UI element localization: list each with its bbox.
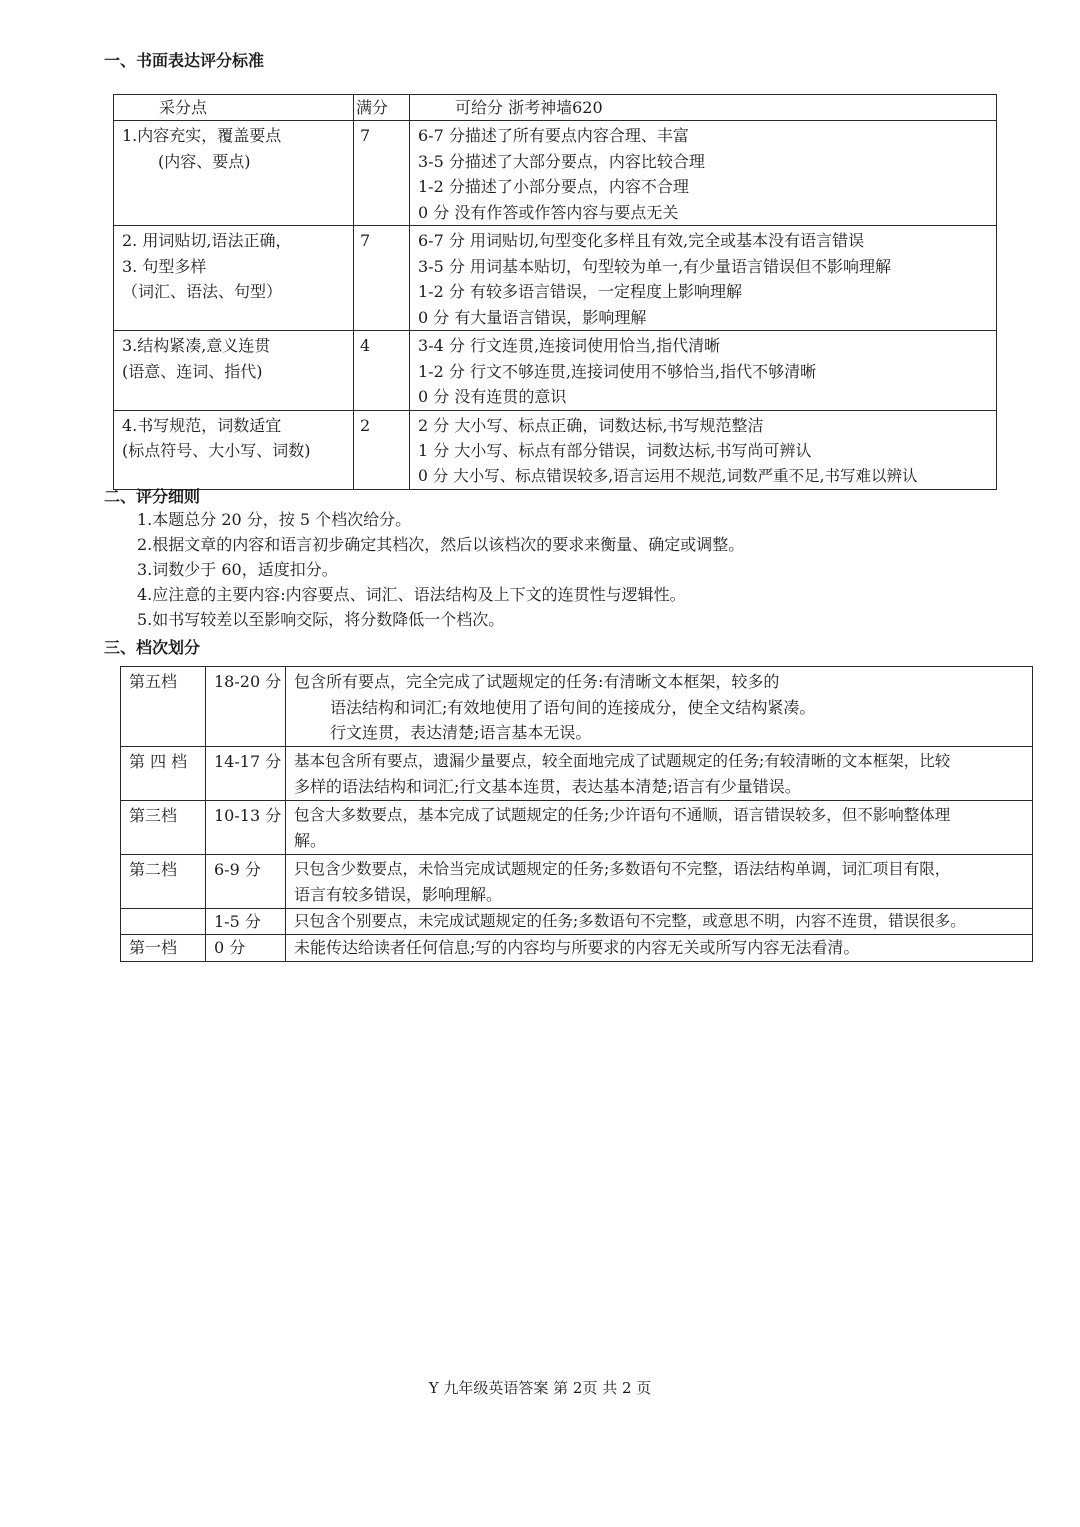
- row2-score-1: 6-7 分 用词贴切,句型变化多样且有效,完全或基本没有语言错误: [418, 231, 865, 250]
- level5-desc-1: 包含所有要点，完全完成了试题规定的任务:有清晰文本框架，较多的: [294, 672, 780, 691]
- row2-score-3: 1-2 分 有较多语言错误，一定程度上影响理解: [418, 282, 742, 301]
- range-3: 10-13 分: [214, 805, 282, 825]
- level-1: 第一档: [129, 938, 178, 957]
- row1-point-1: 1.内容充实，覆盖要点: [122, 126, 282, 145]
- table-row: [121, 800, 1033, 854]
- row3-score-1: 3-4 分 行文连贯,连接词使用恰当,指代清晰: [418, 336, 721, 355]
- row3-score-2: 1-2 分 行文不够连贯,连接词使用不够恰当,指代不够清晰: [418, 361, 817, 381]
- level-blank: [121, 909, 205, 935]
- table-row: [121, 667, 1033, 747]
- level-5: 第五档: [129, 672, 178, 691]
- level1a-desc-1: 只包含个别要点，未完成试题规定的任务;多数语句不完整，或意思不明，内容不连贯，错误很多。: [294, 911, 966, 930]
- level-table: [120, 666, 1033, 962]
- table-row: [114, 121, 997, 226]
- header-full: 满分: [356, 98, 389, 117]
- row2-full: 7: [360, 231, 371, 250]
- row1-point-2: (内容、要点): [158, 151, 251, 171]
- table-row: [121, 935, 1033, 962]
- rules-list: [137, 507, 744, 632]
- row1-full: 7: [360, 126, 371, 145]
- row1-score-2: 3-5 分描述了大部分要点，内容比较合理: [418, 151, 705, 171]
- row4-score-1: 2 分 大小写、标点正确，词数达标,书写规范整洁: [418, 415, 764, 435]
- section2-heading: 二、评分细则: [104, 487, 201, 506]
- range-4: 14-17 分: [214, 751, 282, 771]
- rule-item: 4.应注意的主要内容:内容要点、词汇、语法结构及上下文的连贯性与逻辑性。: [137, 585, 686, 604]
- range-0: 0 分: [214, 938, 246, 957]
- table-row: [114, 226, 997, 331]
- range-1: 1-5 分: [214, 911, 261, 931]
- header-points: 采分点: [159, 98, 208, 117]
- level-4: 第 四 档: [129, 751, 188, 771]
- row4-score-3: 0 分 大小写、标点错误较多,语言运用不规范,词数严重不足,书写难以辨认: [418, 466, 918, 485]
- table-row: [114, 331, 997, 411]
- level4-desc-2: 多样的语法结构和词汇;行文基本连贯，表达基本清楚;语言有少量错误。: [294, 777, 801, 796]
- row3-score-3: 0 分 没有连贯的意识: [418, 387, 567, 406]
- scoring-criteria-table: [113, 94, 997, 490]
- level5-desc-2: 语法结构和词汇;有效地使用了语句间的连接成分，使全文结构紧凑。: [330, 697, 816, 717]
- rule-item: 2.根据文章的内容和语言初步确定其档次，然后以该档次的要求来衡量、确定或调整。: [137, 535, 745, 554]
- header-score: 可给分 浙考神墙620: [455, 98, 603, 117]
- row3-full: 4: [360, 336, 371, 355]
- rule-item: 5.如书写较差以至影响交际，将分数降低一个档次。: [137, 610, 505, 629]
- row3-point-2: (语意、连词、指代): [122, 361, 263, 381]
- row4-score-2: 1 分 大小写、标点有部分错误，词数达标,书写尚可辨认: [418, 441, 812, 460]
- table-row: [114, 410, 997, 490]
- level2-desc-2: 语言有较多错误，影响理解。: [294, 885, 503, 904]
- table-row: [121, 908, 1033, 935]
- level3-desc-1: 包含大多数要点，基本完成了试题规定的任务;少许语句不通顺，语言错误较多，但不影响整体理: [294, 805, 951, 824]
- row3-point-1: 3.结构紧凑,意义连贯: [122, 336, 271, 355]
- range-5: 18-20 分: [214, 672, 282, 691]
- row2-point-2: 3. 句型多样: [122, 256, 207, 276]
- level4-desc-1: 基本包含所有要点，遗漏少量要点，较全面地完成了试题规定的任务;有较清晰的文本框架，比较: [294, 751, 951, 770]
- row2-score-4: 0 分 有大量语言错误，影响理解: [418, 307, 647, 327]
- row4-point-2: (标点符号、大小写、词数): [122, 441, 311, 460]
- level2-desc-1: 只包含少数要点，未恰当完成试题规定的任务;多数语句不完整，语法结构单调，词汇项目有限，: [294, 859, 951, 878]
- row2-score-2: 3-5 分 用词基本贴切，句型较为单一,有少量语言错误但不影响理解: [418, 256, 892, 276]
- level-3: 第三档: [129, 805, 178, 825]
- row4-point-1: 4.书写规范，词数适宜: [122, 415, 282, 435]
- level-2: 第二档: [129, 859, 178, 879]
- row1-score-1: 6-7 分描述了所有要点内容合理、丰富: [418, 126, 689, 145]
- table-row: [121, 746, 1033, 800]
- level5-desc-3: 行文连贯，表达清楚;语言基本无误。: [330, 723, 592, 742]
- section3-heading: 三、档次划分: [104, 638, 201, 657]
- table-row: [121, 854, 1033, 908]
- level1b-desc-1: 未能传达给读者任何信息;写的内容均与所要求的内容无关或所写内容无法看清。: [294, 938, 860, 957]
- row2-point-3: （词汇、语法、句型）: [122, 282, 283, 301]
- row4-full: 2: [360, 415, 371, 435]
- page-footer: Y 九年级英语答案 第 2页 共 2 页: [428, 1379, 652, 1397]
- section1-heading: 一、书面表达评分标准: [104, 51, 265, 70]
- range-2: 6-9 分: [214, 859, 261, 879]
- rule-item: 1.本题总分 20 分，按 5 个档次给分。: [137, 510, 412, 529]
- level3-desc-2: 解。: [294, 831, 327, 850]
- row1-score-4: 0 分 没有作答或作答内容与要点无关: [418, 202, 679, 222]
- row1-score-3: 1-2 分描述了小部分要点，内容不合理: [418, 177, 689, 196]
- row2-point-1: 2. 用词贴切,语法正确，: [122, 231, 292, 250]
- rule-item: 3.词数少于 60，适度扣分。: [137, 560, 338, 579]
- table-header-row: [114, 95, 997, 121]
